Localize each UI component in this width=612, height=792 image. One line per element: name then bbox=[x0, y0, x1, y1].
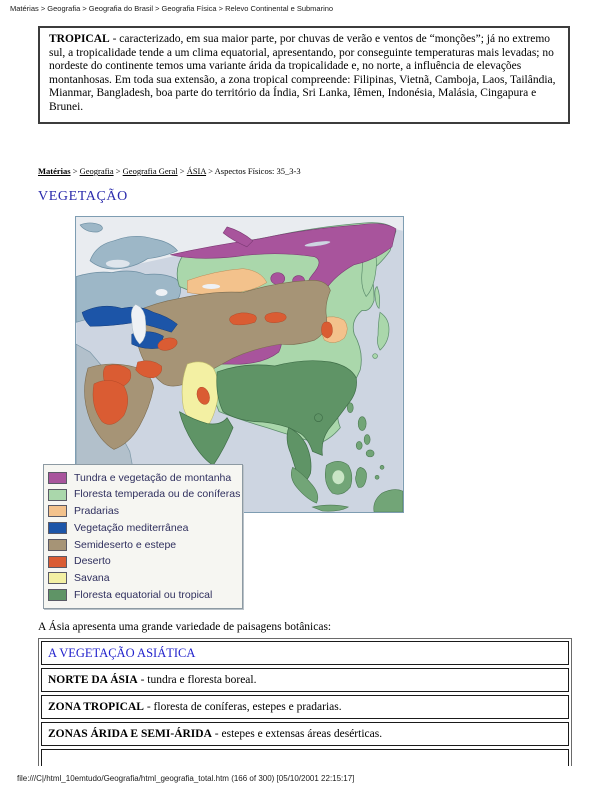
legend-label: Deserto bbox=[74, 555, 111, 568]
vegetation-table bbox=[38, 638, 572, 766]
row-term: ZONAS ÁRIDA E SEMI-ÁRIDA bbox=[48, 728, 212, 740]
breadcrumb-separator: > bbox=[113, 166, 123, 176]
legend-item-pradarias bbox=[48, 505, 238, 517]
breadcrumb bbox=[38, 166, 301, 176]
breadcrumb-tail: Aspectos Físicos: 35_3-3 bbox=[214, 166, 301, 176]
legend-swatch-semideserto bbox=[48, 539, 67, 551]
row-desc: - floresta de coníferas, estepes e pradarias. bbox=[143, 701, 342, 713]
legend-swatch-floresta-temperada bbox=[48, 489, 67, 501]
legend-swatch-savana bbox=[48, 572, 67, 584]
legend-swatch-pradarias bbox=[48, 505, 67, 517]
row-desc: - estepes e extensas áreas desérticas. bbox=[211, 728, 383, 740]
table-row-partial-cutoff bbox=[41, 749, 569, 766]
map-legend bbox=[43, 464, 243, 609]
legend-item-semideserto bbox=[48, 539, 238, 551]
row-term: NORTE DA ÁSIA bbox=[48, 674, 138, 686]
page-title: VEGETAÇÃO bbox=[38, 189, 128, 204]
table-row-zona-tropical bbox=[41, 695, 569, 719]
breadcrumb-link-materias[interactable]: Matérias bbox=[38, 166, 71, 176]
breadcrumb-separator: > bbox=[206, 166, 215, 176]
legend-label: Pradarias bbox=[74, 505, 119, 518]
breadcrumb-link-geografia-geral[interactable]: Geografia Geral bbox=[122, 166, 178, 176]
table-header bbox=[41, 641, 569, 665]
legend-item-floresta-equatorial bbox=[48, 589, 238, 601]
legend-label: Semideserto e estepe bbox=[74, 538, 177, 551]
row-term: ZONA TROPICAL bbox=[48, 701, 144, 713]
intro-text: A Ásia apresenta uma grande variedade de paisagens botânicas: bbox=[38, 621, 332, 633]
legend-label: Floresta equatorial ou tropical bbox=[74, 588, 213, 601]
tropical-text: - caracterizado, em sua maior parte, por chuvas de verão e ventos de “monções”; já no extremo sul, a tropicalidade tende a um clima equatorial, apresentando, por conseguinte temperaturas mais levadas; no nordeste do continente temos uma variante árida da tropicalidade e, no norte, a influência de elevações montanhosas. Em toda sua extensão, a zona tropical compreende: Filipinas, Vietnã, Camboja, Laos, Tailândia, Mianmar, Bangladesh, boa parte do território da Índia, Sri Lanka, Iêmen, Indonésia, Malásia, Cingapura e Brunei. bbox=[49, 33, 556, 113]
legend-label: Savana bbox=[74, 572, 110, 585]
legend-label: Vegetação mediterrânea bbox=[74, 521, 189, 534]
legend-item-floresta-temperada bbox=[48, 488, 241, 501]
legend-label: Tundra e vegetação de montanha bbox=[74, 471, 232, 484]
legend-swatch-tundra bbox=[48, 472, 67, 484]
breadcrumb-link-geografia[interactable]: Geografia bbox=[79, 166, 114, 176]
legend-label: Floresta temperada ou de coníferas bbox=[74, 488, 241, 501]
legend-item-deserto bbox=[48, 556, 238, 568]
table-row-zonas-aridas bbox=[41, 722, 569, 746]
legend-item-tundra bbox=[48, 472, 238, 484]
legend-swatch-deserto bbox=[48, 556, 67, 568]
tropical-text-box bbox=[38, 26, 570, 124]
breadcrumb-separator: > bbox=[70, 166, 80, 176]
print-header-breadcrumb: Matérias > Geografia > Geografia do Brasil > Geografia Física > Relevo Continental e Submarino bbox=[10, 4, 334, 13]
legend-item-savana bbox=[48, 572, 238, 584]
table-row-norte-da-asia bbox=[41, 668, 569, 692]
breadcrumb-link-asia[interactable]: ÁSIA bbox=[186, 166, 207, 176]
legend-item-mediterranea bbox=[48, 522, 238, 534]
table-header-label: A VEGETAÇÃO ASIÁTICA bbox=[48, 645, 196, 660]
breadcrumb-separator: > bbox=[177, 166, 187, 176]
legend-swatch-mediterranea bbox=[48, 522, 67, 534]
row-desc: - tundra e floresta boreal. bbox=[137, 674, 257, 686]
print-footer-url: file:///C|/html_10emtudo/Geografia/html_geografia_total.htm (166 of 300) [05/10/2001 22:15:17] bbox=[17, 774, 355, 783]
tropical-term: TROPICAL bbox=[49, 33, 110, 45]
legend-swatch-floresta-equatorial bbox=[48, 589, 67, 601]
